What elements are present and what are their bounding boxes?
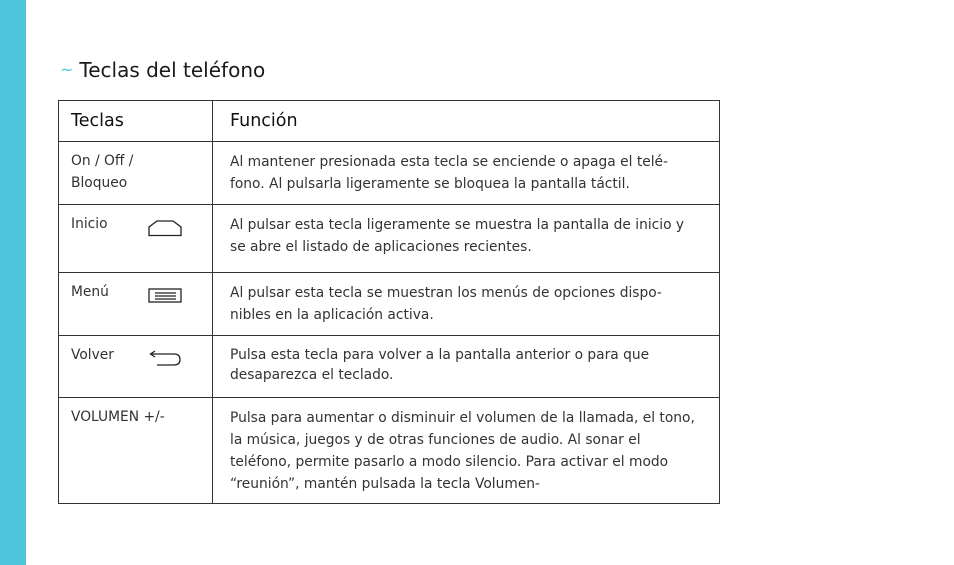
table-row — [59, 273, 720, 336]
header-function: Función — [213, 101, 720, 142]
key-cell — [59, 142, 213, 205]
home-icon — [148, 219, 182, 237]
back-icon — [148, 350, 182, 368]
menu-icon — [148, 287, 182, 305]
key-cell — [59, 336, 213, 398]
function-cell — [213, 273, 720, 336]
function-cell — [213, 142, 720, 205]
key-label-inicio: Inicio — [71, 216, 108, 232]
table-row — [59, 205, 720, 273]
table-header-row — [59, 101, 720, 142]
key-cell — [59, 273, 213, 336]
key-label-volumen: VOLUMEN +/- — [71, 409, 165, 425]
phone-keys-table — [58, 100, 720, 504]
title-tilde: ~ — [60, 60, 74, 79]
key-cell — [59, 398, 213, 504]
key-label-volver: Volver — [71, 347, 114, 363]
header-keys: Teclas — [59, 101, 213, 142]
function-cell — [213, 336, 720, 398]
function-cell — [213, 205, 720, 273]
table-row — [59, 336, 720, 398]
title-text: Teclas del teléfono — [79, 58, 266, 82]
table-row — [59, 142, 720, 205]
side-accent-bar — [0, 0, 26, 565]
function-cell — [213, 398, 720, 504]
table-row — [59, 398, 720, 504]
section-title — [60, 58, 265, 82]
key-label-menu: Menú — [71, 284, 109, 300]
function-text: Al pulsar esta tecla ligeramente se muestra la pantalla de inicio y se abre el listado de aplicaciones recientes. — [230, 217, 685, 255]
key-label-onoff: On / Off / Bloqueo — [71, 153, 134, 191]
function-text: Al mantener presionada esta tecla se enciende o apaga el telé-fono. Al pulsarla ligeramente se bloquea la pantalla táctil. — [230, 154, 669, 192]
function-text: Pulsa para aumentar o disminuir el volumen de la llamada, el tono, la música, juegos y de otras funciones de audio. Al sonar el teléfono, permite pasarlo a modo silencio. Para activar el modo “reunión”, mantén pulsada la tecla Volumen- — [230, 410, 695, 492]
function-text: Pulsa esta tecla para volver a la pantalla anterior o para que desaparezca el teclado. — [230, 347, 650, 383]
key-cell — [59, 205, 213, 273]
function-text: Al pulsar esta tecla se muestran los menús de opciones dispo-nibles en la aplicación activa. — [230, 285, 662, 323]
